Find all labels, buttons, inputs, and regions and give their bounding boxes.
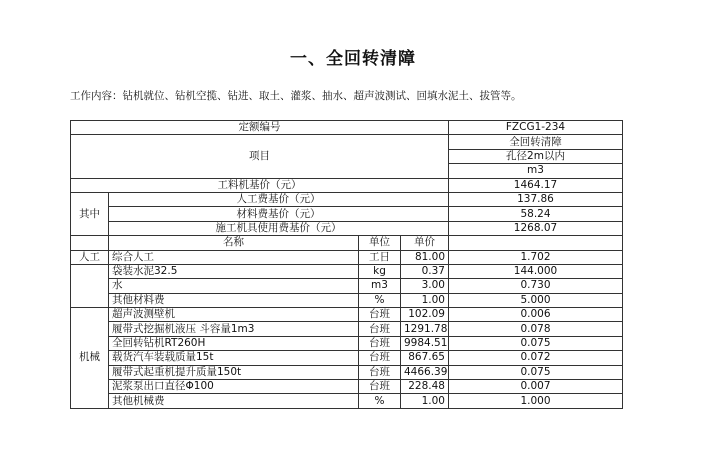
of-which-label: 其中 [71,192,109,235]
item-price-cell: 81.00 [401,250,449,264]
group-label-machinery: 机械 [71,308,109,409]
table-row [71,394,623,408]
quota-no-value: FZCG1-234 [449,121,623,135]
item-unit-cell: 台班 [359,351,401,365]
table-row [71,250,623,264]
machinery-cost-value: 1268.07 [449,221,623,235]
table-row [71,322,623,336]
column-header-price: 单价 [401,236,449,250]
item-unit: m3 [449,164,623,178]
item-unit-cell: m3 [359,279,401,293]
machinery-cost-row [71,221,623,235]
item-qty-cell: 0.730 [449,279,623,293]
item-qty-cell: 0.007 [449,380,623,394]
work-content: 工作内容：钻机就位、钻机空揽、钻进、取土、灌浆、抽水、超声波测试、回填水泥土、拔管等。 [70,90,522,102]
quota-no-row [71,121,623,135]
page-title: 一、全回转清障 [290,49,416,69]
item-name-cell: 履带式挖掘机液压 斗容量1m3 [109,322,359,336]
labor-cost-value: 137.86 [449,192,623,206]
item-qty-cell: 0.075 [449,336,623,350]
table-row [71,279,623,293]
item-unit-cell: kg [359,264,401,278]
labor-cost-row [71,192,623,206]
item-qty-cell: 0.078 [449,322,623,336]
item-unit-cell: % [359,293,401,307]
item-qty-cell: 0.072 [449,351,623,365]
quota-no-label: 定额编号 [71,121,449,135]
base-price-row [71,178,623,192]
item-name-cell: 泥浆泵出口直径Φ100 [109,380,359,394]
group-label-labor: 人工 [71,250,109,264]
item-qty-cell: 1.702 [449,250,623,264]
item-qty-cell: 0.006 [449,308,623,322]
item-name-cell: 履带式起重机提升质量150t [109,365,359,379]
labor-cost-label: 人工费基价（元） [109,192,449,206]
item-name-cell: 载货汽车装载质量15t [109,351,359,365]
base-price-value: 1464.17 [449,178,623,192]
item-price-cell: 228.48 [401,380,449,394]
quota-table [70,120,623,409]
item-price-cell: 1291.78 [401,322,449,336]
material-cost-label: 材料费基价（元） [109,207,449,221]
item-qty-cell: 1.000 [449,394,623,408]
table-row [71,336,623,350]
item-name-cell: 全回转钻机RT260H [109,336,359,350]
table-row [71,351,623,365]
item-name-cell: 其他机械费 [109,394,359,408]
table-row [71,365,623,379]
item-price-cell: 9984.51 [401,336,449,350]
item-qty-cell: 144.000 [449,264,623,278]
column-header-row [71,236,623,250]
table-row [71,380,623,394]
table-row [71,308,623,322]
item-price-cell: 3.00 [401,279,449,293]
item-spec: 孔径2m以内 [449,149,623,163]
item-unit-cell: 台班 [359,308,401,322]
table-row [71,293,623,307]
item-unit-cell: 台班 [359,336,401,350]
item-unit-cell: % [359,394,401,408]
group-label-material [71,264,109,307]
item-unit-cell: 台班 [359,365,401,379]
item-price-cell: 0.37 [401,264,449,278]
item-unit-cell: 台班 [359,380,401,394]
table-row [71,264,623,278]
item-name-cell: 综合人工 [109,250,359,264]
item-qty-cell: 5.000 [449,293,623,307]
item-name-cell: 水 [109,279,359,293]
item-name-cell: 袋装水泥32.5 [109,264,359,278]
item-qty-cell: 0.075 [449,365,623,379]
base-price-label: 工料机基价（元） [71,178,449,192]
column-header-name: 名称 [109,236,359,250]
column-header-quantity [449,236,623,250]
item-price-cell: 1.00 [401,293,449,307]
item-row [71,135,623,149]
item-name-cell: 超声波测壁机 [109,308,359,322]
item-label: 项目 [71,135,449,178]
item-unit-cell: 台班 [359,322,401,336]
item-price-cell: 4466.39 [401,365,449,379]
item-price-cell: 1.00 [401,394,449,408]
material-cost-value: 58.24 [449,207,623,221]
item-unit-cell: 工日 [359,250,401,264]
material-cost-row [71,207,623,221]
item-name-cell: 其他材料费 [109,293,359,307]
item-name: 全回转清障 [449,135,623,149]
item-price-cell: 102.09 [401,308,449,322]
machinery-cost-label: 施工机具使用费基价（元） [109,221,449,235]
item-price-cell: 867.65 [401,351,449,365]
column-header-unit: 单位 [359,236,401,250]
column-header-category [71,236,109,250]
